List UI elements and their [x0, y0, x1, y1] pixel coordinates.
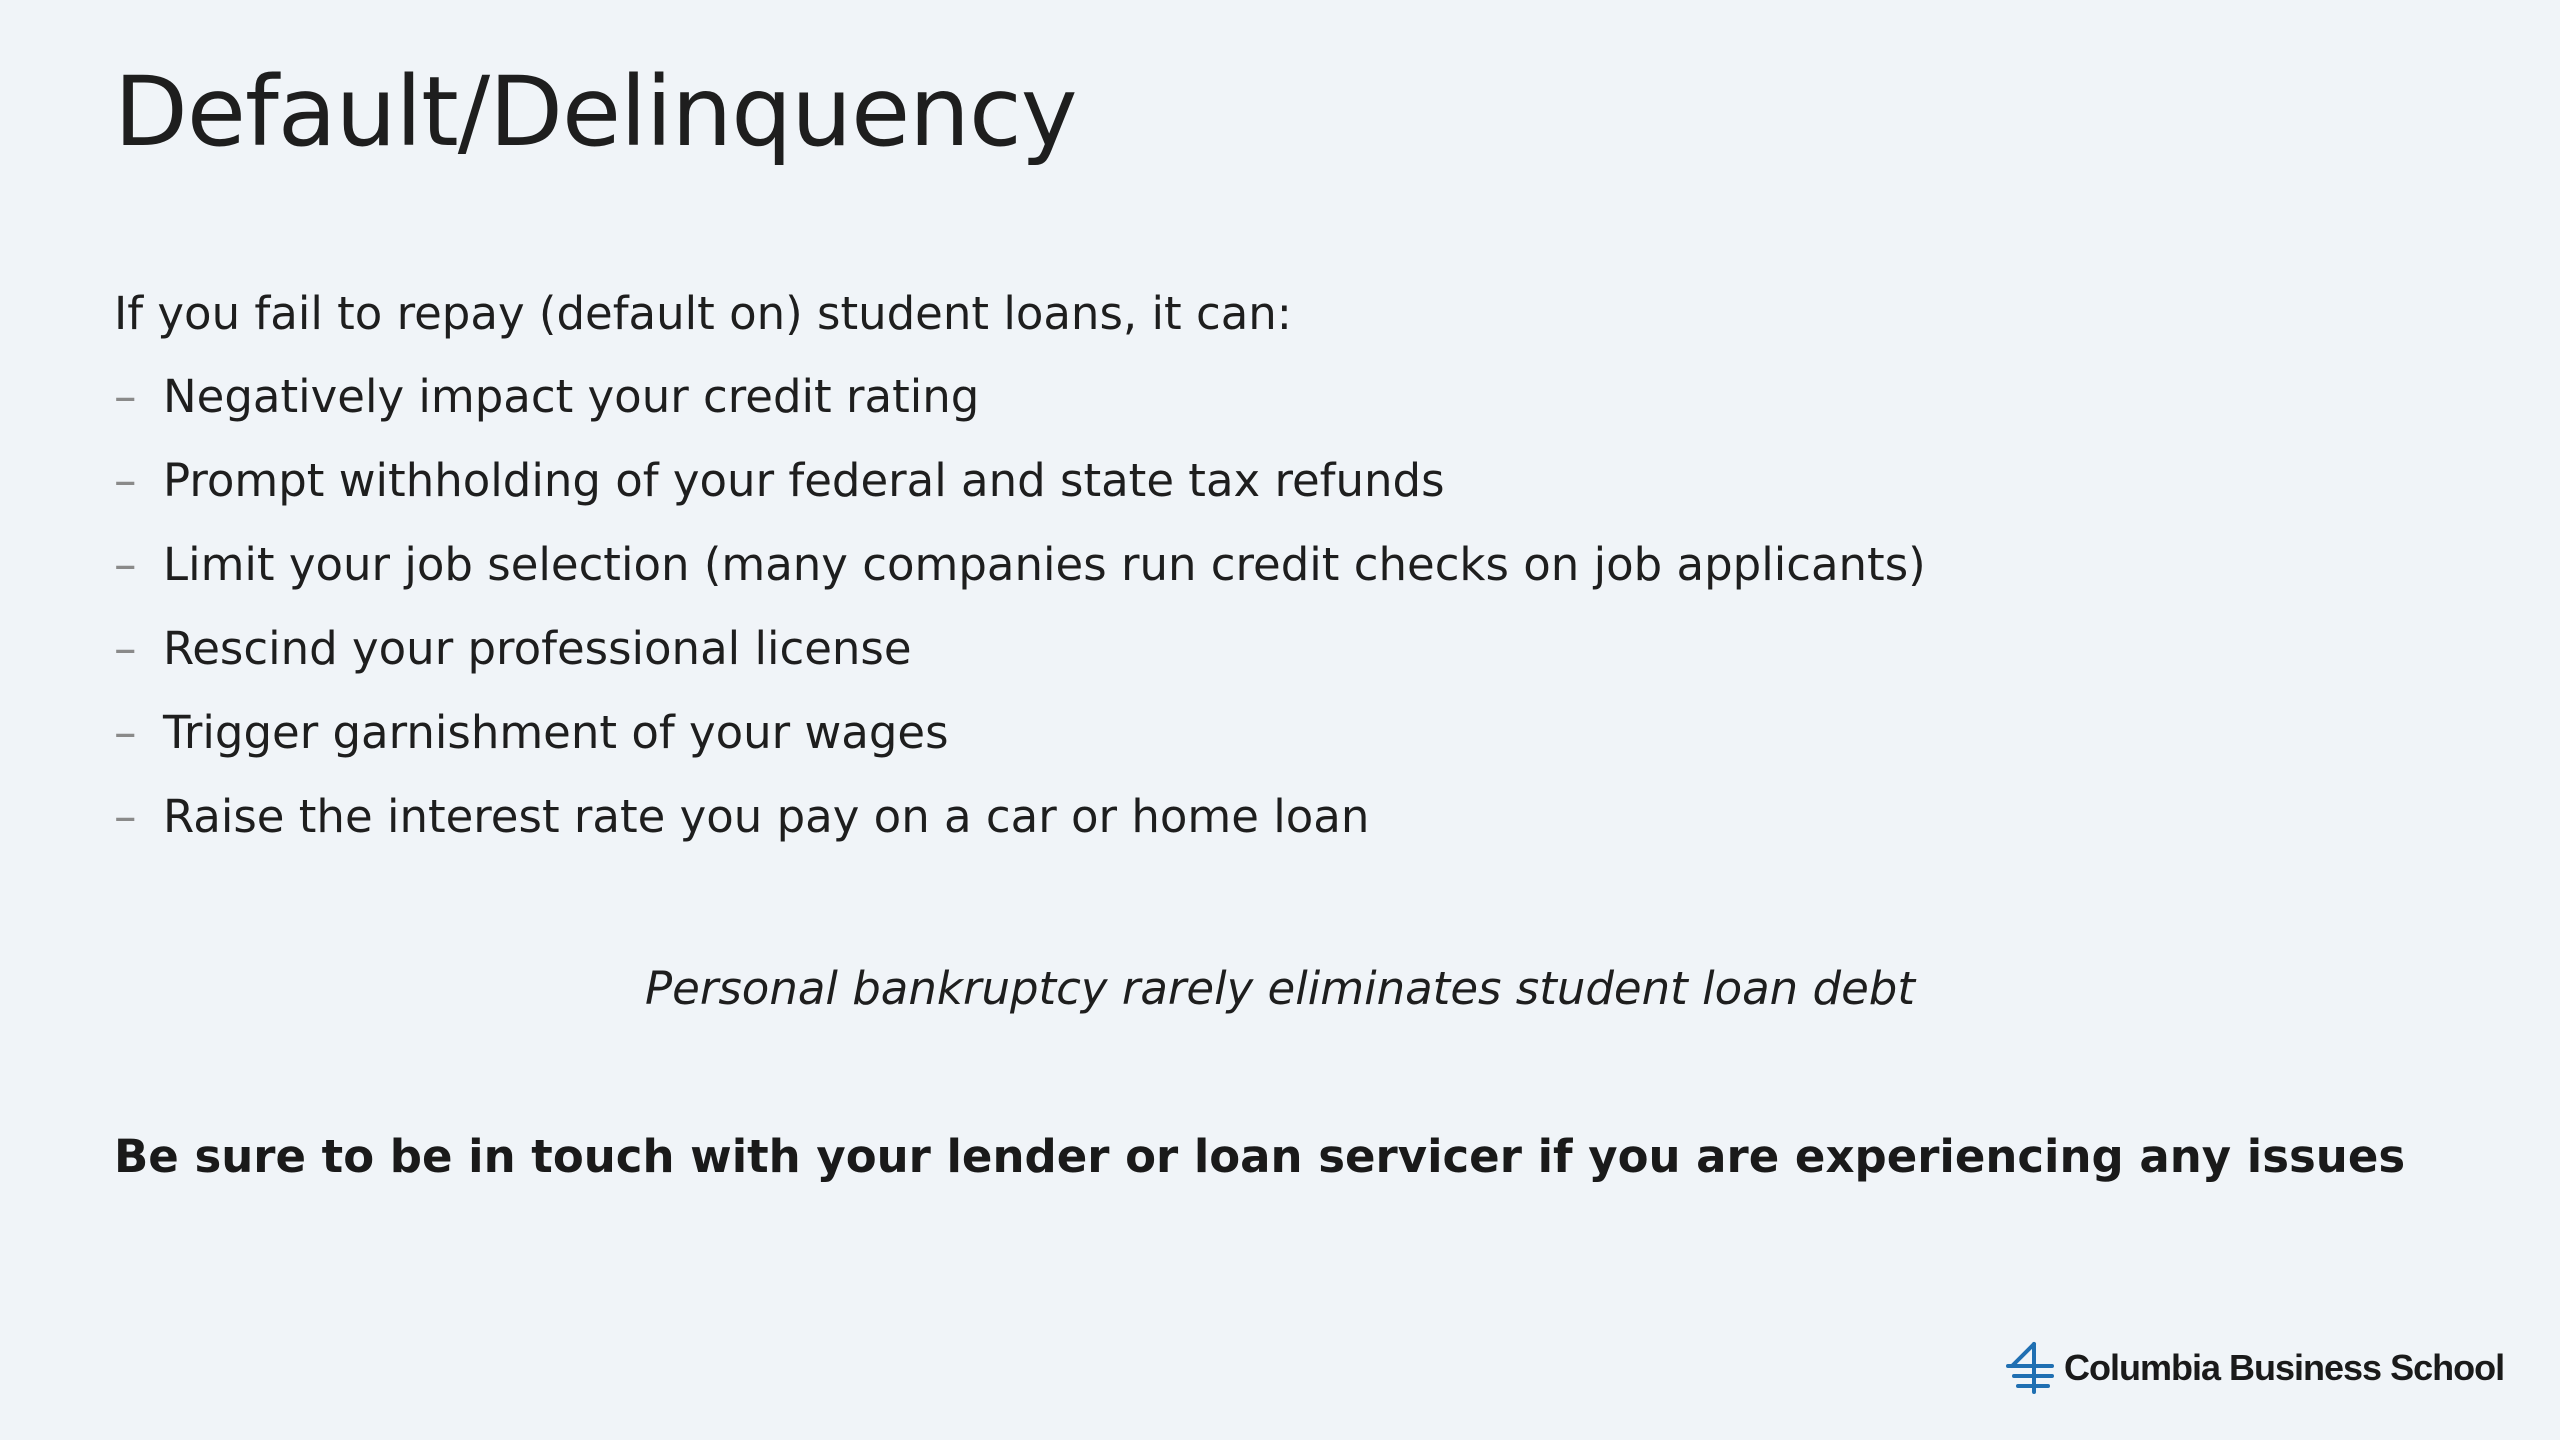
columbia-crown-mark-icon: [2004, 1340, 2056, 1396]
list-item-text: Rescind your professional license: [163, 622, 912, 675]
bullet-dash: –: [114, 370, 137, 423]
list-item-text: Prompt withholding of your federal and state tax refunds: [163, 454, 1445, 507]
list-item-text: Limit your job selection (many companies run credit checks on job applicants): [163, 538, 1926, 591]
list-item-text: Negatively impact your credit rating: [163, 370, 980, 423]
bullet-dash: –: [114, 706, 137, 759]
list-item-text: Trigger garnishment of your wages: [163, 706, 949, 759]
lender-callout: Be sure to be in touch with your lender or loan servicer if you are experiencing any issues: [114, 1130, 2406, 1183]
bullet-dash: –: [114, 622, 137, 675]
slide-title: Default/Delinquency: [114, 56, 1077, 168]
intro-text: If you fail to repay (default on) student loans, it can:: [114, 287, 1292, 340]
bullet-dash: –: [114, 538, 137, 591]
bullet-dash: –: [114, 790, 137, 843]
bullet-dash: –: [114, 454, 137, 507]
bankruptcy-note: Personal bankruptcy rarely eliminates student loan debt: [645, 962, 1915, 1015]
columbia-business-school-logo: [2004, 1340, 2504, 1396]
list-item-text: Raise the interest rate you pay on a car or home loan: [163, 790, 1370, 843]
logo-text: Columbia Business School: [2064, 1347, 2505, 1388]
